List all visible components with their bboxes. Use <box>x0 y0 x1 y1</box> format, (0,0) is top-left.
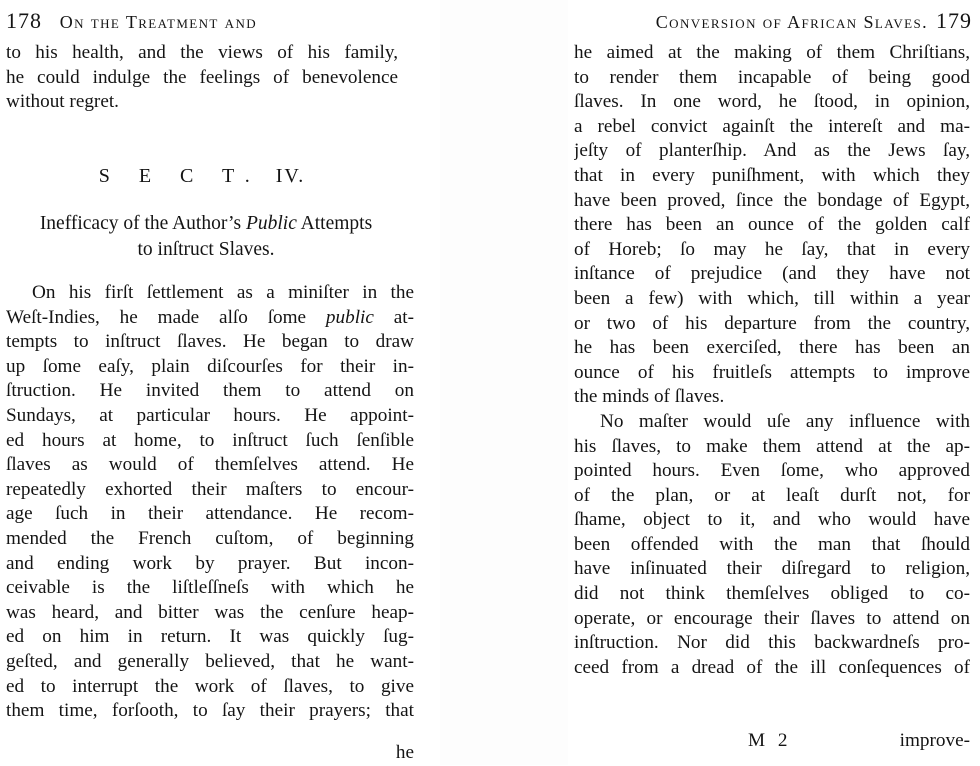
text-line: No maſter would uſe any influence with <box>600 410 970 432</box>
text-line: ſlaves as would of themſelves attend. He <box>6 454 414 476</box>
text-line: ſlaves. In one word, he ſtood, in opinion, <box>574 91 970 113</box>
text-line: ounce of his fruitleſs attempts to improve <box>574 361 970 383</box>
text-line: ſhame, object to it, and who would have <box>574 509 970 531</box>
text-line: Sundays, at particular hours. He appoint- <box>6 404 414 426</box>
text-line: and ending work by prayer. But incon- <box>6 552 414 574</box>
right-running-head <box>656 6 972 36</box>
text-line: mended the French cuſtom, of beginning <box>6 527 414 549</box>
text-line: age ſuch in their attendance. He recom- <box>6 503 414 525</box>
text-line: inſtance of prejudice (and they have not <box>574 263 970 285</box>
text-line: was heard, and bitter was the cenſure heap- <box>6 601 414 623</box>
text-line: there has been an ounce of the golden calf <box>574 214 970 236</box>
text-line: up ſome eaſy, plain diſcourſes for their in- <box>6 355 414 377</box>
text-line: pointed hours. Even ſome, who approved <box>574 460 970 482</box>
right-page-number: 179 <box>936 8 972 33</box>
text-line: ceed from a dread of the ill conſequences of <box>574 656 970 678</box>
section-label: S E C T. <box>98 165 262 187</box>
text-line: them time, forſooth, to ſay their prayers; that <box>6 700 414 722</box>
signature-mark: M 2 <box>748 730 792 751</box>
text-line: he could indulge the feelings of benevolence <box>6 66 398 88</box>
left-running-head <box>6 6 257 36</box>
text-line: Weſt-Indies, he made alſo ſome public at- <box>6 306 414 328</box>
left-running-title: On the Treatment and <box>59 12 258 32</box>
text-line: he has been exerciſed, there has been an <box>574 337 970 359</box>
text-line: operate, or encourage their ſlaves to attend on <box>574 607 970 629</box>
text-line: to his health, and the views of his family, <box>6 42 398 63</box>
text-line: ed to interrupt the work of ſlaves, to give <box>6 675 414 697</box>
text-line: the minds of ſlaves. <box>574 386 725 408</box>
text-line: been offended with the man that ſhould <box>574 533 970 555</box>
text-line: a rebel convict againſt the intereſt and ma- <box>574 115 970 137</box>
text-line: tempts to inſtruct ſlaves. He began to draw <box>6 331 414 353</box>
text-line: ed hours at home, to inſtruct ſuch ſenſible <box>6 429 414 451</box>
text-line: ſtruction. He invited them to attend on <box>6 380 414 402</box>
text-line: without regret. <box>6 91 119 113</box>
left-catchword: he <box>395 742 414 763</box>
book-gutter <box>440 0 568 765</box>
text-line: of the plan, or at leaſt durſt not, for <box>574 484 970 506</box>
left-page-number: 178 <box>6 8 42 33</box>
text-line: have inſinuated their diſregard to religion, <box>574 558 970 580</box>
left-page <box>0 0 440 765</box>
text-line: ed on him in return. It was quickly ſug- <box>6 626 414 648</box>
section-number: IV. <box>275 165 306 187</box>
text-line: that in every puniſhment, with which they <box>574 164 970 186</box>
text-line: or two of his departure from the country, <box>574 312 970 334</box>
text-line: been a few) with which, till within a year <box>574 287 970 309</box>
text-line: his ſlaves, to make them attend at the ap- <box>574 435 970 457</box>
text-line: ceivable is the liſtleſſneſs with which he <box>6 577 414 599</box>
section-heading <box>6 163 398 189</box>
text-line: repeatedly exhorted their maſters to encour- <box>6 478 414 500</box>
text-line: of Horeb; ſo may he ſay, that in every <box>574 238 970 260</box>
title-text: Attempts <box>300 213 373 234</box>
right-body-text <box>574 41 970 680</box>
text-line: geſted, and generally believed, that he want- <box>6 650 414 672</box>
right-page <box>568 0 980 765</box>
section-title-line-2: to inſtruct Slaves. <box>137 239 275 260</box>
left-body-text <box>6 281 414 724</box>
title-emphasis: Public <box>245 213 297 234</box>
text-line: did not think themſelves obliged to co- <box>574 583 970 605</box>
text-line: On his firſt ſettlement as a miniſter in the <box>32 282 414 303</box>
text-line: jeſty of planterſhip. And as the Jews ſay, <box>574 140 970 162</box>
text-line: to render them incapable of being good <box>574 66 970 88</box>
section-title-line-1 <box>6 211 406 237</box>
left-opening-paragraph <box>6 41 398 115</box>
title-text: Inefficacy of the Author’s <box>39 213 242 234</box>
section-title <box>6 211 406 263</box>
right-page-footer <box>574 729 970 754</box>
right-catchword: improve- <box>899 730 970 751</box>
text-line: inſtruction. Nor did this backwardneſs pro- <box>574 632 970 654</box>
text-line: he aimed at the making of them Chriſtians, <box>574 42 970 63</box>
text-line: have been proved, ſince the bondage of Egypt, <box>574 189 970 211</box>
right-running-title: Conversion of African Slaves. <box>655 12 928 32</box>
